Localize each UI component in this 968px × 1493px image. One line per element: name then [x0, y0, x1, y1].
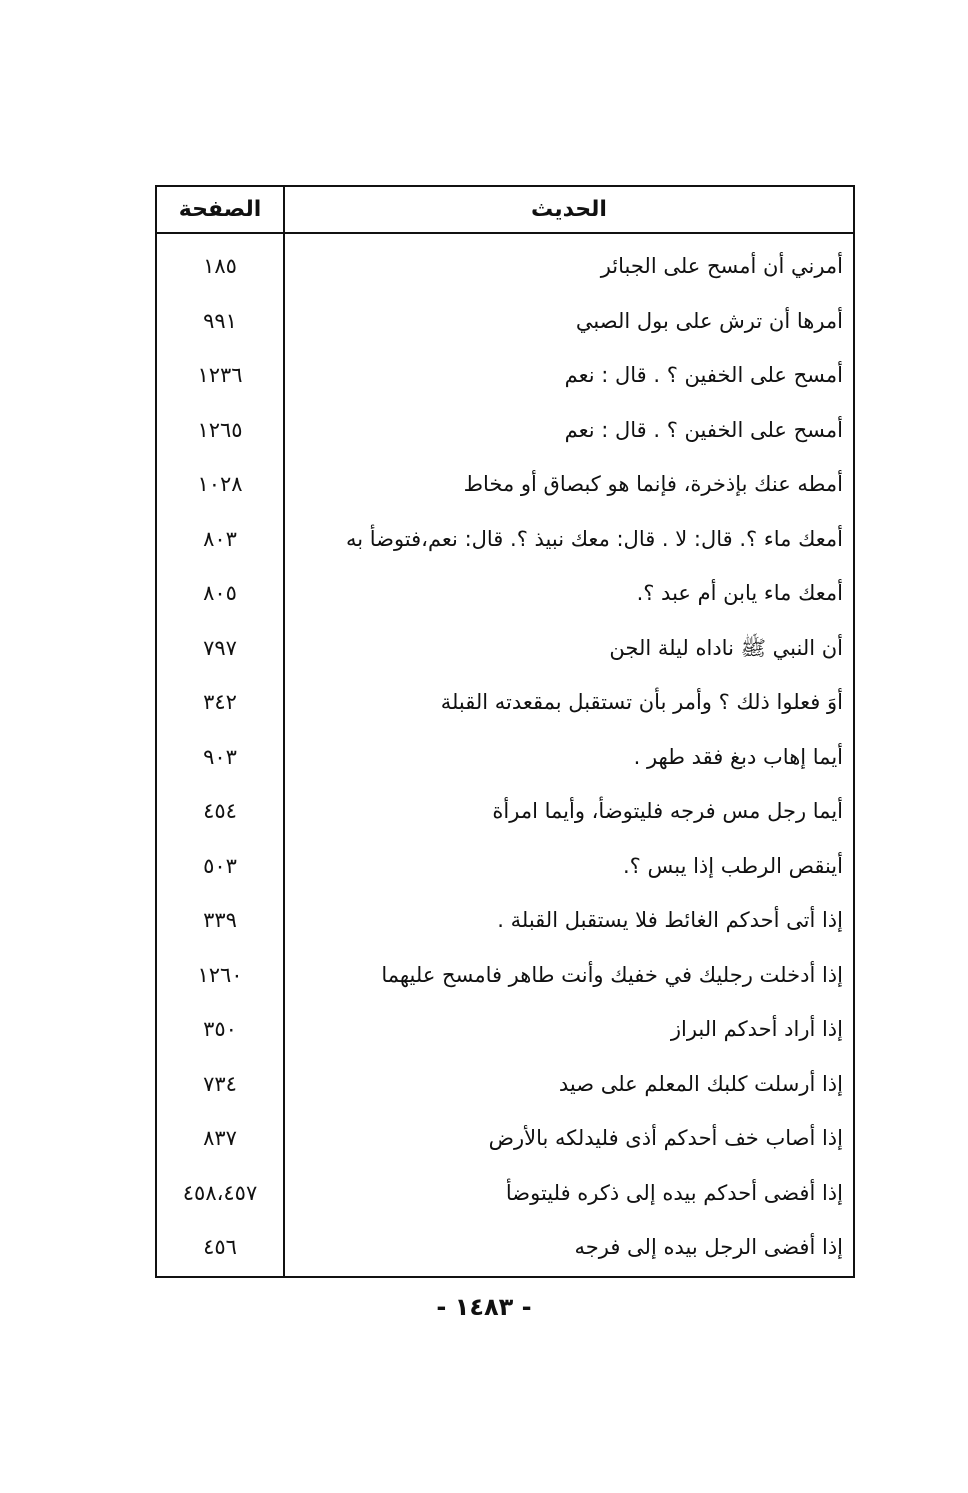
- hadith-text: إذا أصاب خف أحدكم أذى فليدلكه بالأرض: [488, 1126, 843, 1150]
- table-row: [157, 943, 853, 998]
- page-ref: ٤٥٦: [203, 1235, 237, 1259]
- hadith-text: أوَ فعلوا ذلك ؟ وأمر بأن تستقبل بمقعدته القبلة: [440, 690, 843, 714]
- hadith-index-table: [155, 185, 855, 1278]
- table-row: [157, 507, 853, 562]
- hadith-text: إذا أفضى أحدكم بيده إلى ذكره فليتوضأ: [505, 1180, 843, 1205]
- column-divider: [283, 234, 285, 1276]
- hadith-text: أمرني أن أمسح على الجبائر: [600, 254, 843, 278]
- page-ref: ٣٥٠: [203, 1017, 237, 1041]
- table-row: [157, 670, 853, 725]
- hadith-text: أيما إهاب دبغ فقد طهر .: [633, 744, 843, 769]
- page-ref: ٩٠٣: [203, 744, 237, 769]
- hadith-text: أمعك ماء ؟. قال: لا . قال: معك نبيذ ؟. قال: نعم،فتوضأ به: [345, 526, 843, 551]
- table-row: [157, 1215, 853, 1270]
- hadith-text: أمطه عنك بإذخرة، فإنما هو كبصاق أو مخاط: [463, 472, 843, 496]
- page-ref: ٨٠٥: [203, 581, 237, 605]
- hadith-text: إذا أراد أحدكم البراز: [670, 1017, 843, 1041]
- page-ref: ٨٣٧: [203, 1126, 237, 1150]
- hadith-text: إذا أفضى الرجل بيده إلى فرجه: [574, 1235, 843, 1259]
- table-body: [157, 234, 853, 1276]
- hadith-text: أمسح على الخفين ؟ . قال : نعم: [564, 417, 843, 442]
- table-row: [157, 616, 853, 671]
- table-row: [157, 1052, 853, 1107]
- header-page: الصفحة: [178, 197, 262, 222]
- page-ref: ٤٥٨،٤٥٧: [182, 1180, 258, 1205]
- table-row: [157, 779, 853, 834]
- page-ref: ٧٩٧: [203, 635, 237, 660]
- table-row: [157, 888, 853, 943]
- page-ref: ١٢٦٥: [197, 417, 243, 442]
- page-ref: ٣٣٩: [203, 908, 237, 932]
- hadith-text: أن النبي ﷺ ناداه ليلة الجن: [609, 635, 843, 660]
- table-row: [157, 725, 853, 780]
- page-ref: ٧٣٤: [203, 1071, 237, 1096]
- page-ref: ١٨٥: [203, 254, 237, 278]
- hadith-text: أمرها أن ترش على بول الصبي: [575, 308, 843, 333]
- table-row: [157, 398, 853, 453]
- header-hadith: الحديث: [283, 187, 853, 232]
- page-number: - ١٤٨٣ -: [436, 1293, 532, 1321]
- hadith-text: إذا أدخلت رجليك في خفيك وأنت طاهر فامسح عليهما: [381, 962, 843, 987]
- page-ref: ٨٠٣: [203, 526, 237, 551]
- table-row: [157, 997, 853, 1052]
- page-ref: ٩٩١: [203, 308, 237, 333]
- page-ref: ١٠٢٨: [197, 472, 243, 496]
- hadith-text: أمعك ماء يابن أم عبد ؟.: [636, 581, 843, 605]
- page-ref: ٣٤٢: [203, 690, 237, 714]
- table-row: [157, 1161, 853, 1216]
- hadith-text: أيما رجل مس فرجه فليتوضأ، وأيما امرأة: [492, 799, 843, 823]
- table-row: [157, 289, 853, 344]
- table-header-row: [157, 187, 853, 234]
- table-row: [157, 1106, 853, 1161]
- table-row: [157, 834, 853, 889]
- page-ref: ٥٠٣: [203, 853, 237, 878]
- table-row: [157, 561, 853, 616]
- page-ref: ١٢٦٠: [197, 962, 243, 987]
- page-ref: ١٢٣٦: [197, 363, 243, 387]
- table-row: [157, 234, 853, 289]
- page-ref: ٤٥٤: [203, 799, 237, 823]
- table-row: [157, 343, 853, 398]
- hadith-text: إذا أرسلت كلبك المعلم على صيد: [558, 1071, 843, 1096]
- hadith-text: إذا أتى أحدكم الغائط فلا يستقبل القبلة .: [497, 908, 843, 932]
- hadith-text: أمسح على الخفين ؟ . قال : نعم: [564, 363, 843, 387]
- hadith-text: أينقص الرطب إذا يبس ؟.: [622, 853, 843, 878]
- table-row: [157, 452, 853, 507]
